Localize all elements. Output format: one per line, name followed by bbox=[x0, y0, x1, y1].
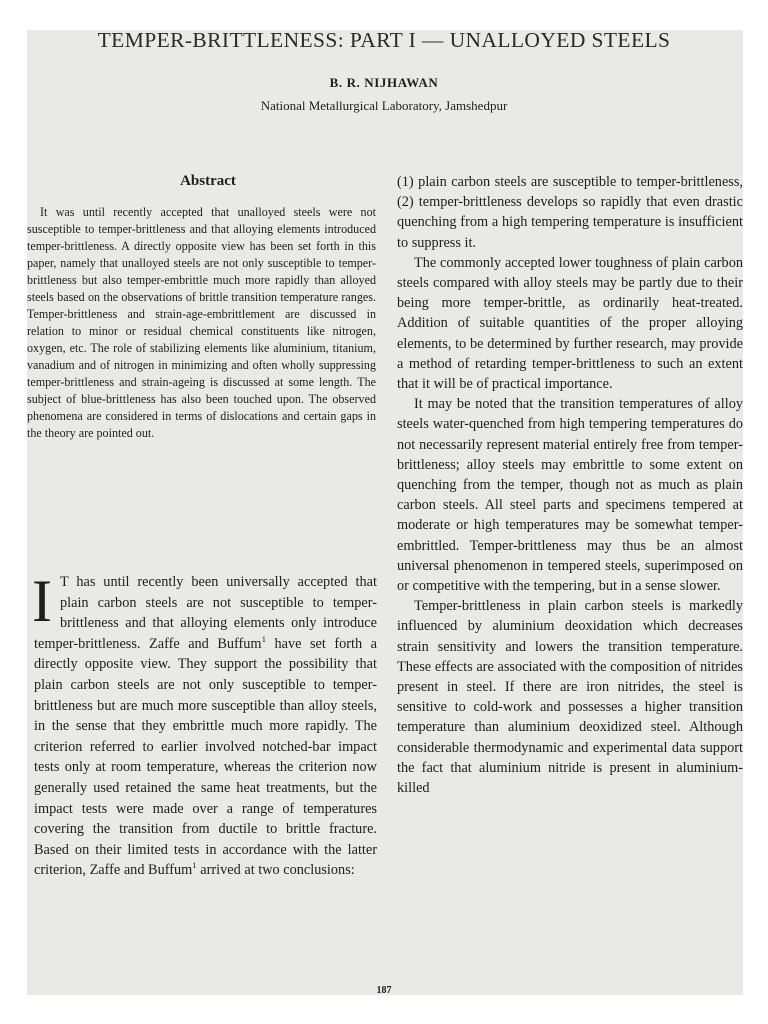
paragraph: (1) plain carbon steels are susceptible to temper-brittleness, (2) temper-brittleness develops so rapidly that even drastic quenching from a high tempering temperature is insufficient to suppress it. bbox=[397, 174, 743, 251]
paper-title: TEMPER-BRITTLENESS: PART I — UNALLOYED STEELS bbox=[97, 28, 671, 52]
paragraph: The commonly accepted lower toughness of plain carbon steels compared with alloy steels may be partly due to their being more temper-brittle, as ordinarily heat-treated. Addition of suitable quantities of the proper alloying elements, to be determined by further research, may provide a method of retarding temper-brittleness to such an extent that it will be of practical importance. bbox=[397, 254, 743, 393]
paragraph: Temper-brittleness in plain carbon steels is markedly influenced by aluminium deoxidation which decreases strain sensitivity and lowers the transition temperature. These effects are associated with the composition of nitrides present in steel. If there are iron nitrides, the steel is sensitive to cold-work and possesses a higher transition temperature than aluminium deoxidized steel. Although considerable thermodynamic and experimental data support the fact that aluminium nitride is present in aluminium-killed bbox=[397, 598, 743, 797]
author-affiliation: National Metallurgical Laboratory, Jamshedpur bbox=[260, 98, 508, 113]
body-text-part: arrived at two conclusions: bbox=[196, 862, 355, 879]
footnote-ref: 1 bbox=[261, 634, 266, 645]
body-left-column bbox=[32, 568, 377, 881]
page-number: 187 bbox=[376, 985, 392, 996]
paragraph: It may be noted that the transition temperatures of alloy steels water-quenched from high tempering temperatures do not necessarily represent material entirely free from temper-brittleness; alloy steels may embrittle to some extent on quenching from the temper, though not as much as plain carbon steels. All steel parts and specimens tempered at moderate or high temperatures may be somewhat temper-embrittled. Temper-brittleness may thus be an almost universal phenomenon in tempered steels, superimposed on or competitive with the tempering, but in a sense slower. bbox=[397, 396, 743, 595]
body-text-part: T has until recently been universally accepted that plain carbon steels are not susceptible to temper-brittleness and that alloying elements only introduce temper-brittleness. Zaffe and Buffum bbox=[34, 574, 377, 652]
footnote-ref: 1 bbox=[192, 860, 197, 871]
body-right-column bbox=[397, 172, 743, 798]
abstract-text: It was until recently accepted that unalloyed steels were not susceptible to temper-brittleness and that alloying elements introduced temper-brittleness. A directly opposite view has been set forth in this paper, namely that unalloyed steels are not only susceptible to temper-brittleness but also temper-embrittle much more rapidly than alloyed steels based on the observations of brittle transition temperature ranges. Temper-brittleness and strain-age-embrittlement are discussed in relation to minor or residual chemical constituents like nitrogen, oxygen, etc. The role of stabilizing elements like aluminium, titanium, vanadium and of nitrogen in minimizing and often wholly suppressing temper-brittleness and strain-ageing is discussed at some length. The subject of blue-brittleness has also been touched upon. The observed phenomena are considered in terms of dislocations and certain gaps in the theory are pointed out. bbox=[27, 205, 376, 440]
abstract-heading: Abstract bbox=[180, 173, 236, 189]
author-name: B. R. NIJHAWAN bbox=[329, 75, 439, 90]
body-text-part: have set forth a directly opposite view. They support the possibility that plain carbon steels are not only susceptible to temper-brittleness but are much more susceptible than alloy steels, in the sense that they embrittle much more rapidly. The criterion referred to earlier involved notched-bar impact tests only at room temperature, whereas the criterion now generally used retained the same heat treatments, but the impact tests were made over a range of temperatures covering the transition from ductile to brittle fracture. Based on their limited tests in accordance with the latter criterion, Zaffe and Buffum bbox=[34, 635, 377, 879]
drop-cap: I bbox=[32, 568, 52, 634]
